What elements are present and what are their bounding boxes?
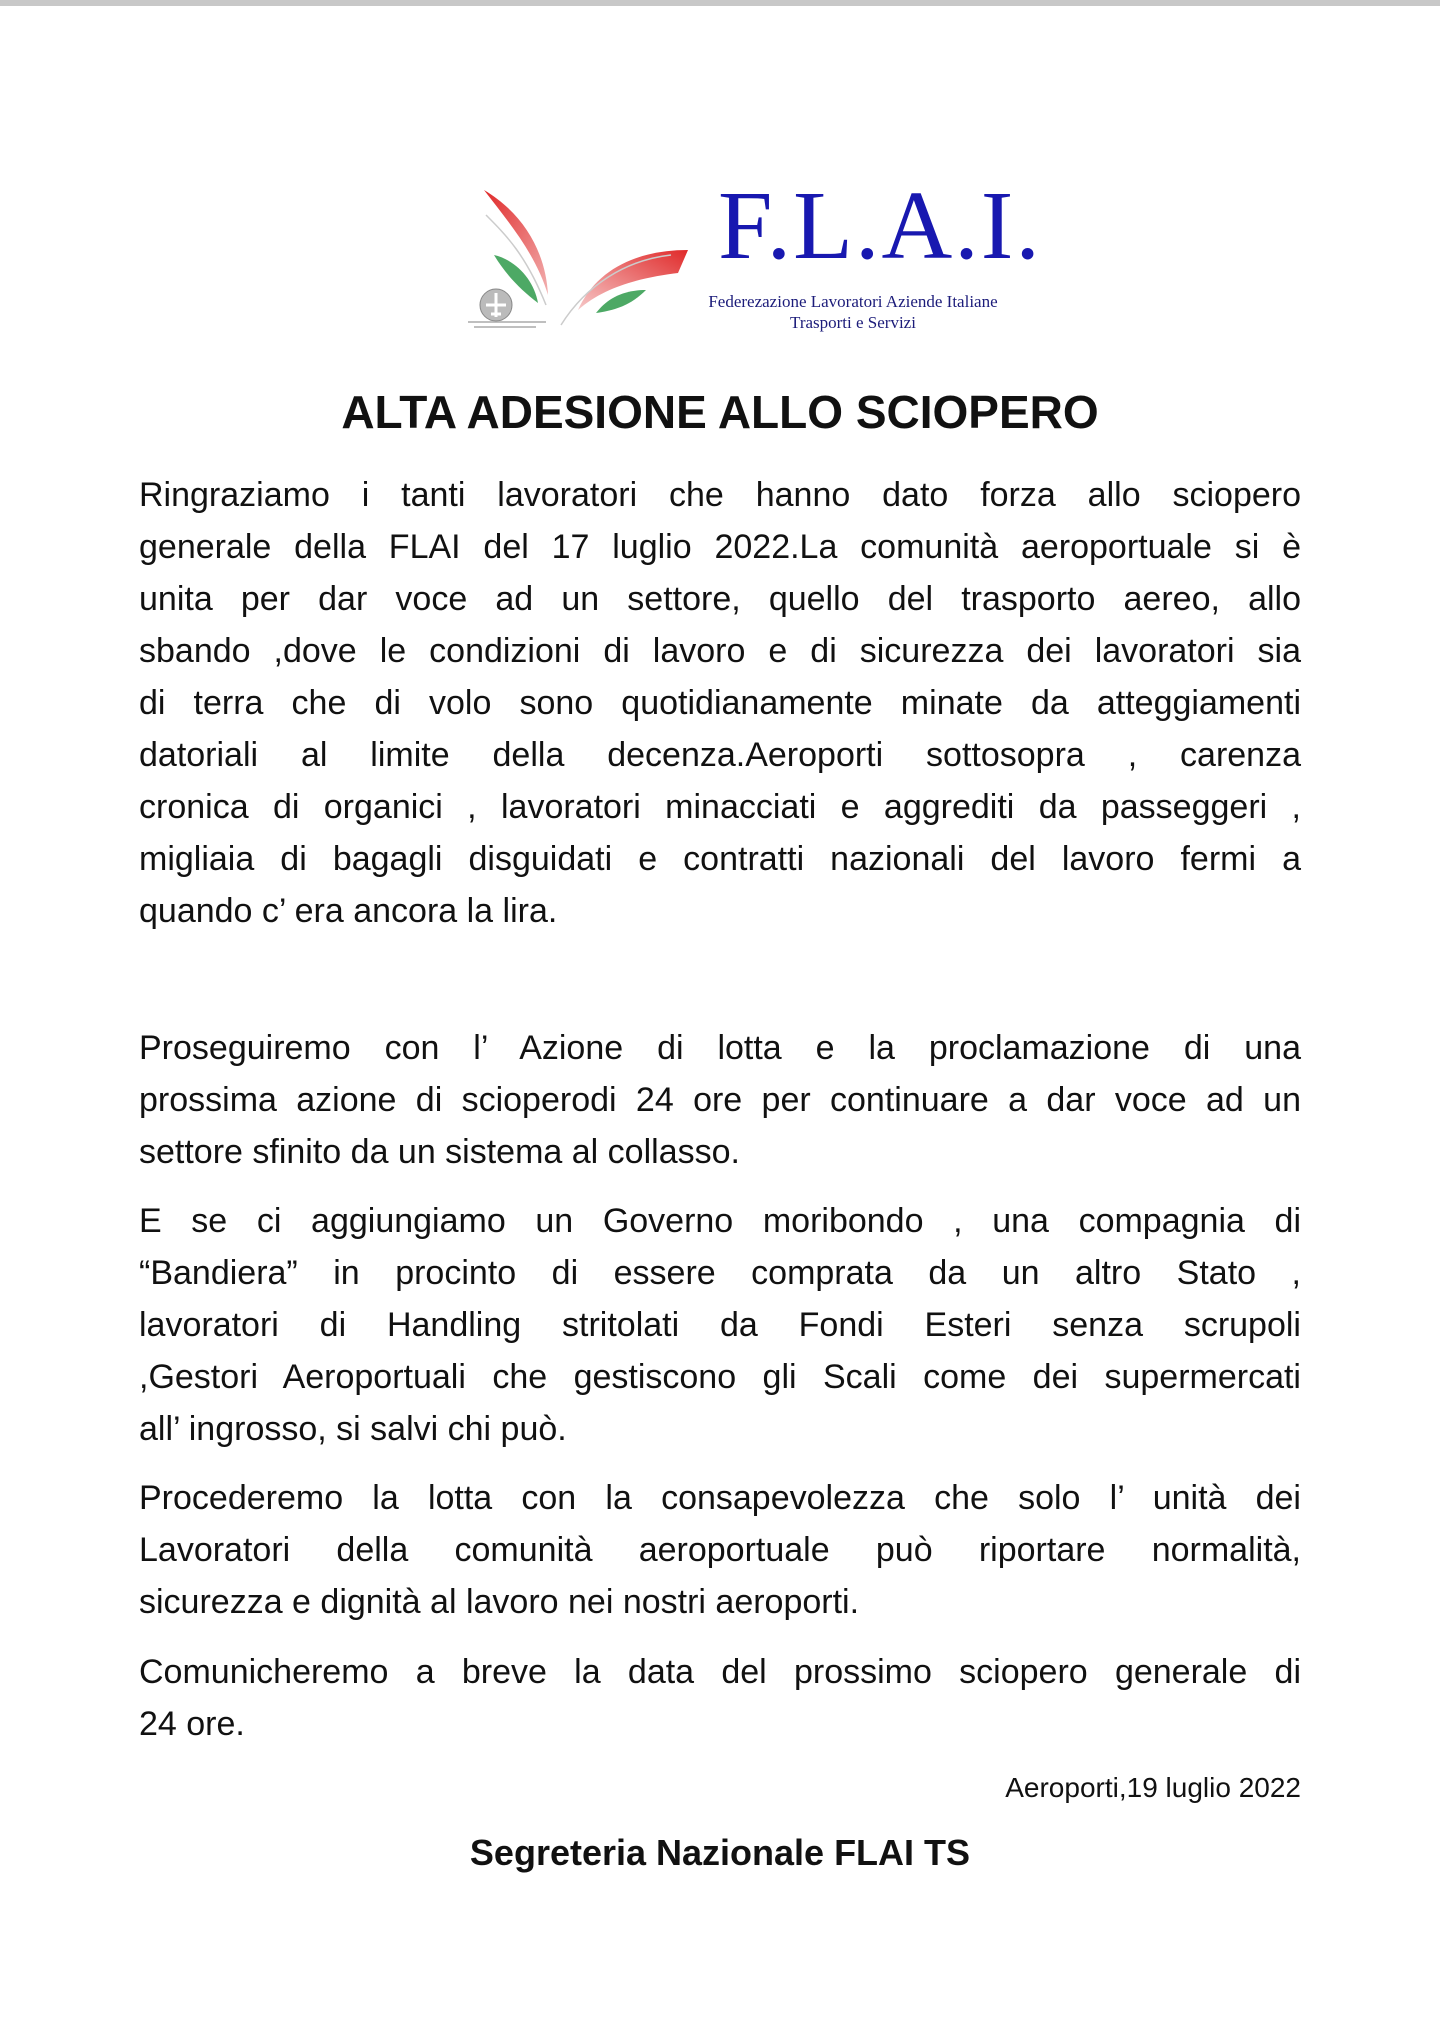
date-line: Aeroporti,19 luglio 2022 — [1005, 1772, 1301, 1803]
text-line: Comunicheremo a breve la data del prossimo sciopero generale di — [139, 1653, 1301, 1691]
text-line: settore sfinito da un sistema al collasso. — [139, 1133, 740, 1171]
text-line: unita per dar voce ad un settore, quello del trasporto aereo, allo — [139, 580, 1301, 618]
text-line: “Bandiera” in procinto di essere comprata da un altro Stato , — [139, 1254, 1301, 1292]
top-border — [0, 0, 1440, 6]
logo-subtitle-line2: Trasporti e Servizi — [790, 313, 916, 332]
logo-acronym: F.L.A.I. — [718, 172, 1042, 280]
text-line: all’ ingrosso, si salvi chi può. — [139, 1410, 567, 1448]
text-line: 24 ore. — [139, 1705, 245, 1743]
text-line: Procederemo la lotta con la consapevolezza che solo l’ unità dei — [139, 1479, 1301, 1517]
text-line: prossima azione di scioperodi 24 ore per continuare a dar voce ad un — [139, 1081, 1301, 1119]
document-title: ALTA ADESIONE ALLO SCIOPERO — [341, 386, 1099, 438]
logo-subtitle — [688, 291, 1018, 333]
flai-logo — [466, 172, 1042, 340]
paragraph-1 — [139, 469, 1301, 937]
text-line: Proseguiremo con l’ Azione di lotta e la proclamazione di una — [139, 1029, 1301, 1067]
text-line: migliaia di bagagli disguidati e contratti nazionali del lavoro fermi a — [139, 840, 1301, 878]
text-line: lavoratori di Handling stritolati da Fondi Esteri senza scrupoli — [139, 1306, 1301, 1344]
text-line: sicurezza e dignità al lavoro nei nostri aeroporti. — [139, 1583, 860, 1621]
text-line: Lavoratori della comunità aeroportuale può riportare normalità, — [139, 1531, 1301, 1569]
paragraph-3 — [139, 1195, 1301, 1455]
text-line: E se ci aggiungiamo un Governo moribondo , una compagnia di — [139, 1202, 1301, 1240]
logo-subtitle-line1: Federezazione Lavoratori Aziende Italiane — [708, 292, 998, 311]
text-line: datoriali al limite della decenza.Aeroporti sottosopra , carenza — [139, 736, 1301, 774]
paragraph-2 — [139, 1022, 1301, 1178]
text-line: quando c’ era ancora la lira. — [139, 892, 558, 930]
text-line: generale della FLAI del 17 luglio 2022.La comunità aeroportuale si è — [139, 528, 1301, 566]
wings-logo-icon — [466, 185, 726, 340]
signature: Segreteria Nazionale FLAI TS — [469, 1832, 971, 1873]
text-line: di terra che di volo sono quotidianamente minate da atteggiamenti — [139, 684, 1301, 722]
paragraph-4 — [139, 1472, 1301, 1628]
paragraph-5 — [139, 1646, 1301, 1750]
text-line: ,Gestori Aeroportuali che gestiscono gli Scali come dei supermercati — [139, 1358, 1301, 1396]
text-line: sbando ,dove le condizioni di lavoro e di sicurezza dei lavoratori sia — [139, 632, 1301, 670]
text-line: cronica di organici , lavoratori minacciati e aggrediti da passeggeri , — [139, 788, 1301, 826]
text-line: Ringraziamo i tanti lavoratori che hanno dato forza allo sciopero — [139, 476, 1301, 514]
